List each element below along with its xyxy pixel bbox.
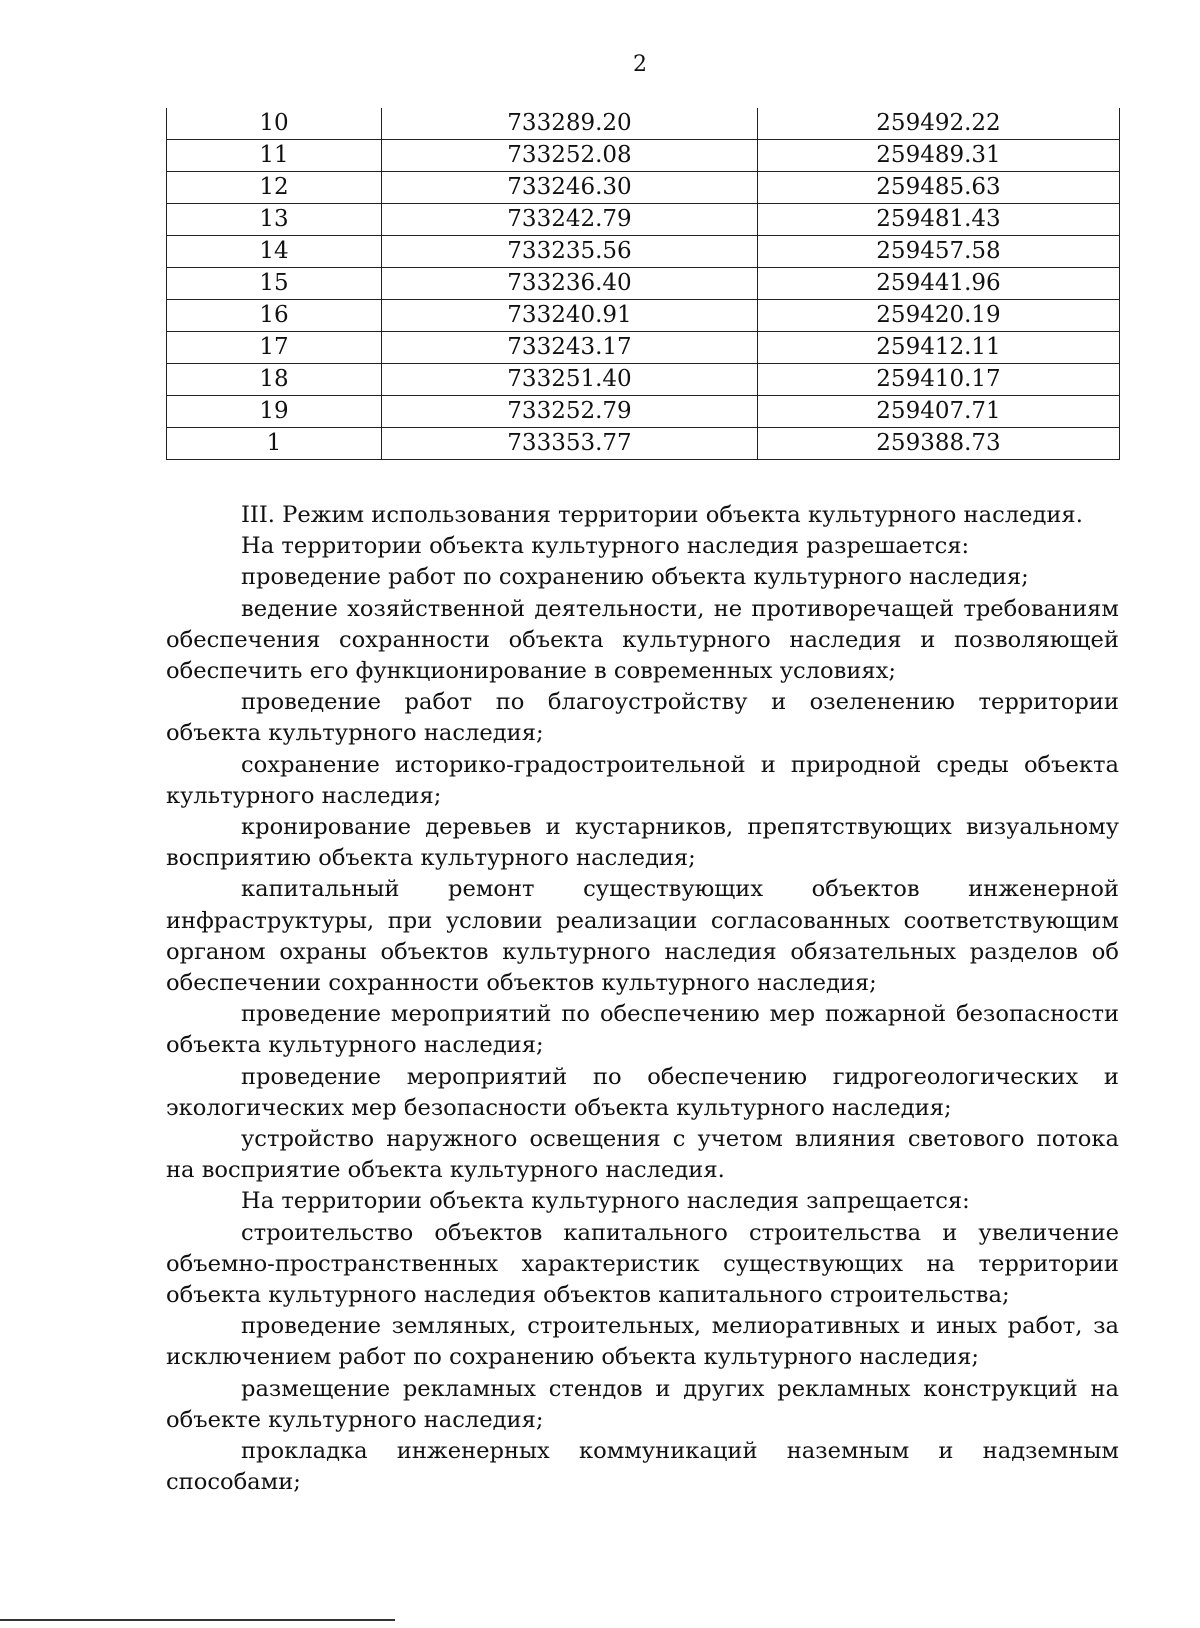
table-row [167, 236, 1120, 268]
point-number-cell: 11 [167, 140, 382, 172]
list-item: размещение рекламных стендов и других рекламных конструкций на объекте культурного наследия; [166, 1375, 1119, 1433]
y-coordinate-cell: 259420.19 [758, 300, 1120, 332]
x-coordinate-cell: 733240.91 [382, 300, 758, 332]
point-number-cell: 14 [167, 236, 382, 268]
list-item: проведение работ по сохранению объекта культурного наследия; [241, 564, 1029, 591]
table-row [167, 428, 1120, 460]
point-number-cell: 12 [167, 172, 382, 204]
x-coordinate-cell: 733289.20 [382, 108, 758, 140]
list-item: проведение земляных, строительных, мелиоративных и иных работ, за исключением работ по сохранению объекта культурного наследия; [166, 1313, 1119, 1371]
y-coordinate-cell: 259489.31 [758, 140, 1120, 172]
x-coordinate-cell: 733243.17 [382, 332, 758, 364]
regime-text [166, 500, 1119, 1499]
x-coordinate-cell: 733235.56 [382, 236, 758, 268]
x-coordinate-cell: 733236.40 [382, 268, 758, 300]
list-item: капитальный ремонт существующих объектов инженерной инфраструктуры, при условии реализации согласованных соответствующим органом охраны объектов культурного наследия обязательных разделов об обеспечении сохранности объектов культурного наследия; [166, 876, 1119, 997]
y-coordinate-cell: 259410.17 [758, 364, 1120, 396]
point-number-cell: 15 [167, 268, 382, 300]
x-coordinate-cell: 733246.30 [382, 172, 758, 204]
list-item: строительство объектов капитального строительства и увеличение объемно-пространственных характеристик существующих на территории объекта культурного наследия объектов капитального строительства; [166, 1219, 1119, 1309]
y-coordinate-cell: 259407.71 [758, 396, 1120, 428]
point-number-cell: 19 [167, 396, 382, 428]
table-row [167, 268, 1120, 300]
table-row [167, 332, 1120, 364]
y-coordinate-cell: 259388.73 [758, 428, 1120, 460]
y-coordinate-cell: 259492.22 [758, 108, 1120, 140]
x-coordinate-cell: 733353.77 [382, 428, 758, 460]
list-item: устройство наружного освещения с учетом влияния светового потока на восприятие объекта культурного наследия. [166, 1126, 1119, 1184]
list-item: проведение мероприятий по обеспечению мер пожарной безопасности объекта культурного наследия; [166, 1001, 1119, 1059]
prohibited-intro: На территории объекта культурного наследия запрещается: [241, 1188, 970, 1215]
table-row [167, 300, 1120, 332]
table-row [167, 396, 1120, 428]
y-coordinate-cell: 259441.96 [758, 268, 1120, 300]
section-heading: III. Режим использования территории объекта культурного наследия. [241, 502, 1083, 528]
table-row [167, 108, 1120, 140]
y-coordinate-cell: 259457.58 [758, 236, 1120, 268]
y-coordinate-cell: 259412.11 [758, 332, 1120, 364]
list-item: кронирование деревьев и кустарников, препятствующих визуальному восприятию объекта культурного наследия; [166, 814, 1119, 872]
point-number-cell: 17 [167, 332, 382, 364]
x-coordinate-cell: 733252.79 [382, 396, 758, 428]
x-coordinate-cell: 733242.79 [382, 204, 758, 236]
point-number-cell: 10 [167, 108, 382, 140]
list-item: сохранение историко-градостроительной и природной среды объекта культурного наследия; [166, 751, 1119, 809]
coordinates-table [166, 108, 1120, 460]
y-coordinate-cell: 259481.43 [758, 204, 1120, 236]
list-item: ведение хозяйственной деятельности, не противоречащей требованиям обеспечения сохранности объекта культурного наследия и позволяющей обеспечить его функционирование в современных условиях; [166, 595, 1119, 685]
list-item: прокладка инженерных коммуникаций наземным и надземным способами; [166, 1438, 1119, 1496]
x-coordinate-cell: 733252.08 [382, 140, 758, 172]
table-row [167, 140, 1120, 172]
table-row [167, 172, 1120, 204]
point-number-cell: 13 [167, 204, 382, 236]
list-item: проведение работ по благоустройству и озеленению территории объекта культурного наследия; [166, 689, 1119, 747]
point-number-cell: 16 [167, 300, 382, 332]
x-coordinate-cell: 733251.40 [382, 364, 758, 396]
footer-rule [0, 1619, 395, 1621]
table-row [167, 204, 1120, 236]
point-number-cell: 1 [167, 428, 382, 460]
list-item: проведение мероприятий по обеспечению гидрогеологических и экологических мер безопасности объекта культурного наследия; [166, 1063, 1119, 1121]
table-row [167, 364, 1120, 396]
page-number: 2 [633, 52, 647, 77]
permitted-intro: На территории объекта культурного наследия разрешается: [241, 533, 970, 560]
y-coordinate-cell: 259485.63 [758, 172, 1120, 204]
point-number-cell: 18 [167, 364, 382, 396]
